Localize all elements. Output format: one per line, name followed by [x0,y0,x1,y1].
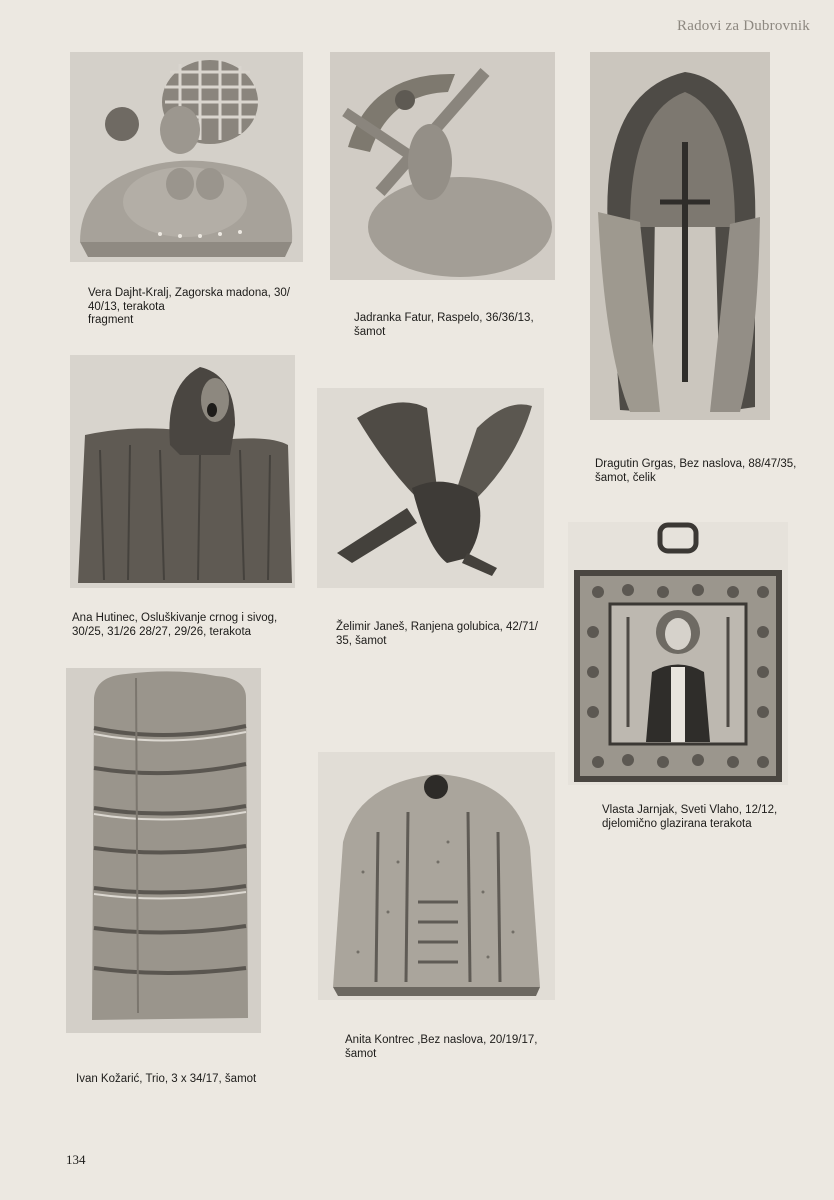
caption-sveti-vlaho: Vlasta Jarnjak, Sveti Vlaho, 12/12, djelomično glazirana terakota [602,804,778,830]
running-header: Radovi za Dubrovnik [677,18,810,34]
photo-zagorska-madona [70,52,303,262]
photo-osluskivanje [70,355,295,588]
caption-osluskivanje: Ana Hutinec, Osluškivanje crnog i sivog, 30/25, 31/26 28/27, 29/26, terakota [72,612,278,638]
caption-trio: Ivan Kožarić, Trio, 3 x 34/17, šamot [76,1073,257,1085]
caption-kontrec-bez-naslova: Anita Kontrec ,Bez naslova, 20/19/17, šamot [345,1034,538,1060]
photo-raspelo [330,52,555,280]
caption-zagorska-madona: Vera Dajht-Kralj, Zagorska madona, 30/ 40/13, terakota fragment [88,287,290,326]
caption-ranjena-golubica: Želimir Janeš, Ranjena golubica, 42/71/ 35, šamot [336,621,539,647]
photo-grgas-bez-naslova [590,52,770,420]
caption-raspelo: Jadranka Fatur, Raspelo, 36/36/13, šamot [354,312,534,338]
photo-sveti-vlaho [568,522,788,785]
photo-ranjena-golubica [317,388,544,588]
photo-kontrec-bez-naslova [318,752,555,1000]
caption-grgas-bez-naslova: Dragutin Grgas, Bez naslova, 88/47/35, šamot, čelik [595,458,797,484]
page-number: 134 [66,1152,86,1167]
photo-trio [66,668,261,1033]
